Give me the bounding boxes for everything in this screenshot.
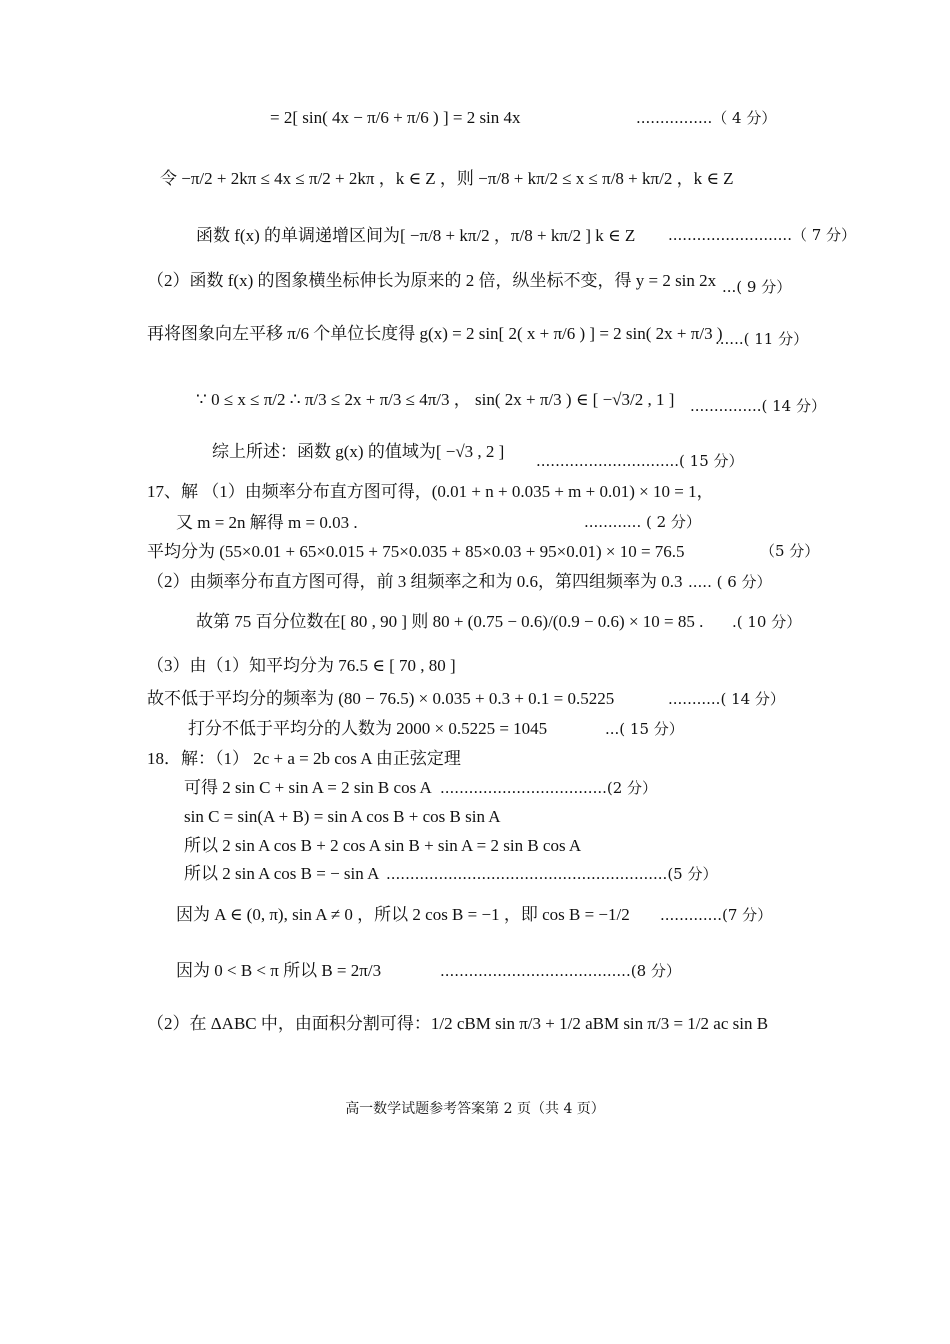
formula-line: 打分不低于平均分的人数为 2000 × 0.5225 = 1045 — [188, 719, 548, 738]
formula-line: 综上所述：函数 g(x) 的值域为[ −√3 , 2 ] — [212, 442, 505, 461]
score-note: ...........( 14 分） — [668, 690, 785, 708]
score-note: .............(7 分） — [660, 906, 773, 924]
formula-line: 再将图象向左平移 π/6 个单位长度得 g(x) = 2 sin[ 2( x + π/6 ) ] = 2 sin( 2x + π/3 ) — [147, 324, 723, 343]
score-note: ..............................( 15 分） — [536, 452, 744, 470]
formula-line: 因为 0 < B < π 所以 B = 2π/3 — [176, 961, 382, 980]
score-note: ...( 15 分） — [605, 720, 684, 738]
score-note: ............ ( 2 分） — [584, 513, 701, 531]
score-note: ........................................(8 分） — [440, 962, 681, 980]
formula-line: 令 −π/2 + 2kπ ≤ 4x ≤ π/2 + 2kπ ，k ∈ Z ，则 −π/8 + kπ/2 ≤ x ≤ π/8 + kπ/2 ，k ∈ Z — [160, 169, 734, 188]
formula-line: 故不低于平均分的频率为 (80 − 76.5) × 0.035 + 0.3 + 0.1 = 0.5225 — [147, 689, 615, 708]
score-note: ..... ( 6 分） — [688, 573, 772, 591]
formula-line: 平均分为 (55×0.01 + 65×0.015 + 75×0.035 + 85×0.03 + 95×0.01) × 10 = 76.5 — [147, 542, 685, 561]
score-note: .( 10 分） — [732, 613, 802, 631]
page-footer: 高一数学试题参考答案第 2 页（共 4 页） — [345, 1101, 605, 1117]
formula-line: 函数 f(x) 的单调递增区间为[ −π/8 + kπ/2 ，π/8 + kπ/2 ] k ∈ Z — [196, 226, 636, 245]
formula-line: （3）由（1）知平均分为 76.5 ∈ [ 70 , 80 ] — [147, 656, 456, 675]
score-note: ..........................（ 7 分） — [668, 226, 857, 244]
formula-line: 17、解 （1）由频率分布直方图可得，(0.01 + n + 0.035 + m + 0.01) × 10 = 1， — [147, 482, 714, 501]
formula-line: 所以 2 sin A cos B + 2 cos A sin B + sin A = 2 sin B cos A — [184, 836, 582, 855]
formula-line: 故第 75 百分位数在[ 80 , 90 ] 则 80 + (0.75 − 0.6)/(0.9 − 0.6) × 10 = 85 . — [196, 612, 704, 631]
score-note: ...................................(2 分） — [440, 779, 658, 797]
score-note: ................（ 4 分） — [636, 109, 777, 127]
formula-line: 所以 2 sin A cos B = − sin A — [184, 864, 380, 883]
formula-line: ∵ 0 ≤ x ≤ π/2 ∴ π/3 ≤ 2x + π/3 ≤ 4π/3 ， sin( 2x + π/3 ) ∈ [ −√3/2 , 1 ] — [196, 390, 675, 409]
formula-line: sin C = sin(A + B) = sin A cos B + cos B sin A — [184, 807, 501, 826]
formula-line: （2）函数 f(x) 的图象横坐标伸长为原来的 2 倍，纵坐标不变，得 y = 2 sin 2x — [147, 271, 717, 290]
formula-line: 因为 A ∈ (0, π), sin A ≠ 0 ，所以 2 cos B = −1 ，即 cos B = −1/2 — [176, 905, 630, 924]
score-note: （5 分） — [760, 542, 820, 560]
score-note: ...............( 14 分） — [690, 397, 826, 415]
formula-line: 又 m = 2n 解得 m = 0.03 . — [176, 513, 358, 532]
formula-line: （2）在 ΔABC 中，由面积分割可得：1/2 cBM sin π/3 + 1/2 aBM sin π/3 = 1/2 ac sin B — [147, 1014, 769, 1033]
score-note: ...........................................................(5 分） — [386, 865, 718, 883]
formula-line: （2）由频率分布直方图可得，前 3 组频率之和为 0.6，第四组频率为 0.3 — [147, 572, 683, 591]
formula-line: 18．解：（1） 2c + a = 2b cos A 由正弦定理 — [147, 749, 461, 768]
formula-line: 可得 2 sin C + sin A = 2 sin B cos A — [184, 778, 432, 797]
formula-line: = 2[ sin( 4x − π/6 + π/6 ) ] = 2 sin 4x — [270, 108, 521, 127]
score-note: ......( 11 分） — [715, 330, 809, 348]
score-note: ...( 9 分） — [722, 278, 792, 296]
